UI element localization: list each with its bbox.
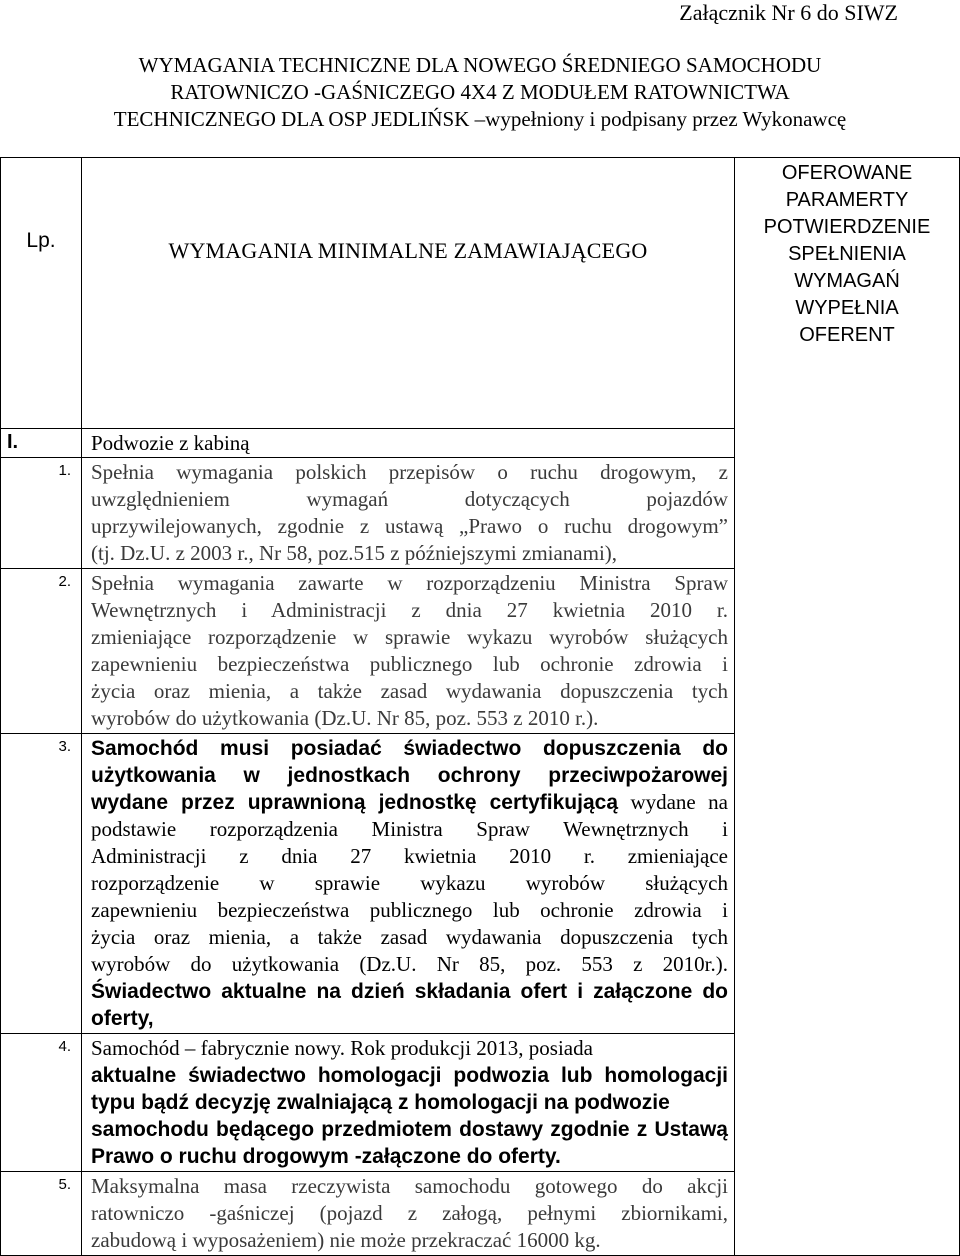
table-header-row: [1, 158, 960, 429]
text-line: podstawie rozporządzenia Ministra Spraw Wewnętrznych i: [91, 817, 728, 841]
requirement-text: [82, 458, 735, 569]
offered-line: OFERENT: [799, 324, 895, 346]
text-line: typu bądź decyzję zwalniającą z homologacji na podwozie: [91, 1091, 670, 1114]
item-number: 2.: [1, 569, 82, 734]
header-offered-parameters: [735, 158, 960, 1256]
text-line: życia oraz mienia, a także zasad wydawania dopuszczenia tych: [91, 925, 728, 949]
document-title: [0, 52, 960, 133]
header-requirements: WYMAGANIA MINIMALNE ZAMAWIAJĄCEGO: [82, 158, 735, 429]
item-number: 5.: [1, 1172, 82, 1256]
text-line: Spełnia wymagania polskich przepisów o ruchu drogowym, z: [91, 460, 728, 484]
section-number: I.: [1, 429, 82, 458]
offered-line: WYMAGAŃ: [794, 270, 900, 292]
text-line: Samochód musi posiadać świadectwo dopuszczenia do: [91, 737, 728, 760]
text-line: oferty,: [91, 1007, 154, 1030]
text-line: użytkowania w jednostkach ochrony przeciwpożarowej: [91, 764, 728, 787]
text-fragment: wydane na: [618, 790, 728, 814]
item-number: 1.: [1, 458, 82, 569]
text-line: zapewnieniu bezpieczeństwa publicznego lub ochronie zdrowia i: [91, 652, 728, 676]
requirement-text: [82, 569, 735, 734]
attachment-label: Załącznik Nr 6 do SIWZ: [679, 0, 898, 25]
bold-fragment: wydane przez uprawnioną jednostkę certyfikującą: [91, 791, 619, 814]
title-line-1: WYMAGANIA TECHNICZNE DLA NOWEGO ŚREDNIEGO SAMOCHODU: [138, 53, 822, 77]
text-line: Prawo o ruchu drogowym -załączone do oferty.: [91, 1145, 561, 1168]
text-line: zabudową i wyposażeniem) nie może przekraczać 16000 kg.: [91, 1228, 601, 1252]
text-line: Maksymalna masa rzeczywista samochodu gotowego do akcji: [91, 1174, 728, 1198]
text-line: Spełnia wymagania zawarte w rozporządzeniu Ministra Spraw: [91, 571, 728, 595]
item-number: 4.: [1, 1034, 82, 1172]
section-title: Podwozie z kabiną: [82, 429, 735, 458]
text-line: uprzywilejowanych, zgodnie z ustawą „Prawo o ruchu drogowym”: [91, 514, 728, 538]
text-line: Wewnętrznych i Administracji z dnia 27 kwietnia 2010 r.: [91, 598, 728, 622]
item-number: 3.: [1, 734, 82, 1034]
text-line: aktualne świadectwo homologacji podwozia lub homologacji: [91, 1064, 728, 1087]
requirement-text: [82, 1034, 735, 1172]
text-line-mixed: [91, 789, 728, 816]
offered-line: SPEŁNIENIA: [788, 243, 906, 265]
requirement-text: [82, 734, 735, 1034]
text-line: uwzględnieniem wymagań dotyczących pojazdów: [91, 487, 728, 511]
header-lp: Lp.: [1, 158, 82, 429]
title-line-3: TECHNICZNEGO DLA OSP JEDLIŃSK –wypełniony i podpisany przez Wykonawcę: [113, 107, 847, 131]
offered-line: OFEROWANE: [781, 162, 913, 184]
text-line: wyrobów do użytkowania (Dz.U. Nr 85, poz. 553 z 2010 r.).: [91, 706, 599, 730]
text-line: (tj. Dz.U. z 2003 r., Nr 58, poz.515 z późniejszymi zmianami),: [91, 541, 618, 565]
requirement-text: [82, 1172, 735, 1256]
text-line: rozporządzenie w sprawie wykazu wyrobów służących: [91, 871, 728, 895]
offered-line: PARAMERTY: [785, 189, 909, 211]
text-line: wyrobów do użytkowania (Dz.U. Nr 85, poz. 553 z 2010r.).: [91, 952, 728, 976]
text-line: ratowniczo -gaśniczej (pojazd z załogą, pełnymi zbiornikami,: [91, 1201, 728, 1225]
requirements-table: [0, 157, 960, 1256]
offered-line: POTWIERDZENIE: [763, 216, 931, 238]
text-line: życia oraz mienia, a także zasad wydawania dopuszczenia tych: [91, 679, 728, 703]
offered-line: WYPEŁNIA: [795, 297, 899, 319]
title-line-2: RATOWNICZO -GAŚNICZEGO 4X4 Z MODUŁEM RATOWNICTWA: [170, 80, 790, 104]
text-line: zapewnieniu bezpieczeństwa publicznego lub ochronie zdrowia i: [91, 898, 728, 922]
text-line: Administracji z dnia 27 kwietnia 2010 r. zmieniające: [91, 844, 728, 868]
text-line: samochodu będącego przedmiotem dostawy zgodnie z Ustawą: [91, 1118, 728, 1141]
text-line: Świadectwo aktualne na dzień składania ofert i załączone do: [91, 980, 728, 1003]
text-line: Samochód – fabrycznie nowy. Rok produkcji 2013, posiada: [91, 1036, 593, 1060]
text-line: zmieniające rozporządzenie w sprawie wykazu wyrobów służących: [91, 625, 728, 649]
